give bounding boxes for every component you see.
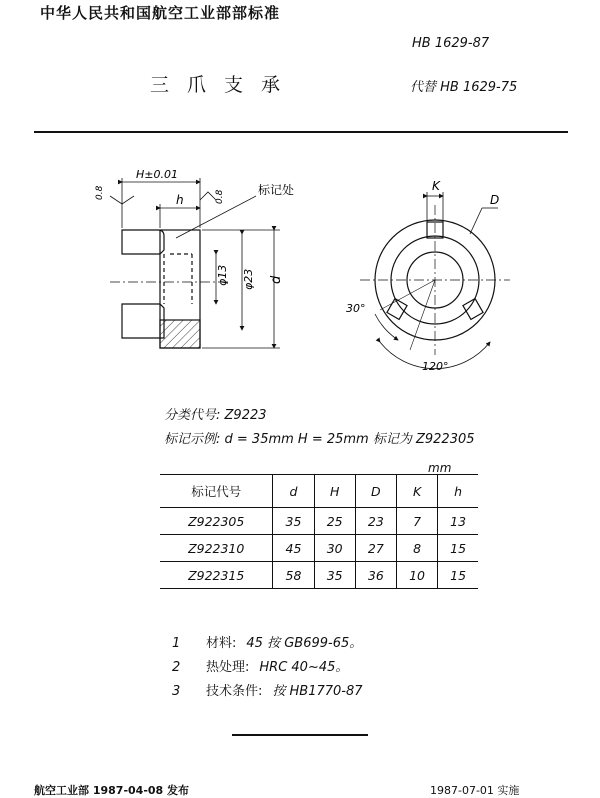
note-number: 2 — [172, 660, 181, 675]
header-cell: d — [273, 475, 314, 508]
end-divider — [232, 734, 368, 736]
note-number: 1 — [172, 636, 181, 651]
header-divider — [34, 131, 568, 133]
header-cell: 标记代号 — [160, 475, 273, 508]
note-item — [172, 680, 363, 699]
note-label: 热处理: — [206, 660, 250, 675]
header-cell: K — [396, 475, 437, 508]
replaces-standard: 代替 HB 1629-75 — [410, 80, 518, 95]
table-cell: 23 — [355, 508, 396, 535]
technical-drawing — [80, 160, 540, 390]
table-cell: 35 — [273, 508, 314, 535]
table-row — [160, 562, 478, 589]
header-cell: H — [314, 475, 355, 508]
table-row — [160, 508, 478, 535]
note-item — [172, 656, 348, 675]
classification-code: 分类代号: Z9223 — [164, 408, 267, 423]
table-header-row — [160, 475, 478, 508]
note-text: 45 按 GB699-65。 — [246, 636, 363, 651]
table-cell: 30 — [314, 535, 355, 562]
organization-header: 中华人民共和国航空工业部部标准 — [40, 4, 281, 22]
standard-number: HB 1629-87 — [412, 36, 490, 51]
table-cell: 13 — [438, 508, 478, 535]
table-cell: 25 — [314, 508, 355, 535]
section-view — [110, 230, 230, 348]
note-label: 技术条件: — [206, 684, 263, 699]
table-cell: Z922310 — [160, 535, 273, 562]
marking-example: 标记示例: d = 35mm H = 25mm 标记为 Z922305 — [164, 432, 475, 447]
label-big-d: D — [490, 193, 500, 207]
page-title: 三爪支承 — [150, 74, 299, 96]
footer-effective: 1987-07-01 实施 — [430, 784, 520, 797]
label-angle-120: 120° — [422, 360, 449, 373]
label-dim-h: h — [176, 193, 184, 207]
label-marking-place: 标记处 — [258, 183, 295, 197]
label-tolerance-h: H±0.01 — [136, 168, 178, 181]
label-angle-30: 30° — [346, 302, 366, 315]
label-phi23: φ23 — [242, 268, 255, 290]
table-cell: 45 — [273, 535, 314, 562]
note-label: 材料: — [206, 636, 237, 651]
note-text: HRC 40~45。 — [259, 660, 349, 675]
table-cell: Z922305 — [160, 508, 273, 535]
table-cell: 8 — [396, 535, 437, 562]
table-cell: Z922315 — [160, 562, 273, 589]
spec-table — [160, 474, 478, 589]
table-cell: 7 — [396, 508, 437, 535]
note-text: 按 HB1770-87 — [272, 684, 363, 699]
label-phi13: φ13 — [216, 264, 229, 286]
table-cell: 36 — [355, 562, 396, 589]
table-cell: 27 — [355, 535, 396, 562]
table-unit: mm — [428, 461, 452, 475]
header-cell: D — [355, 475, 396, 508]
table-cell: 35 — [314, 562, 355, 589]
table-cell: 58 — [273, 562, 314, 589]
header-cell: h — [438, 475, 478, 508]
table-row — [160, 535, 478, 562]
label-flatness-left: 0.8 — [95, 185, 105, 200]
table-cell: 10 — [396, 562, 437, 589]
label-d: d — [269, 275, 284, 284]
note-item — [172, 632, 362, 651]
table-cell: 15 — [438, 562, 478, 589]
note-number: 3 — [172, 684, 181, 699]
footer-issuer: 航空工业部 1987-04-08 发布 — [34, 784, 190, 797]
table-cell: 15 — [438, 535, 478, 562]
label-k: K — [432, 179, 440, 193]
label-flatness-right: 0.8 — [215, 189, 225, 204]
